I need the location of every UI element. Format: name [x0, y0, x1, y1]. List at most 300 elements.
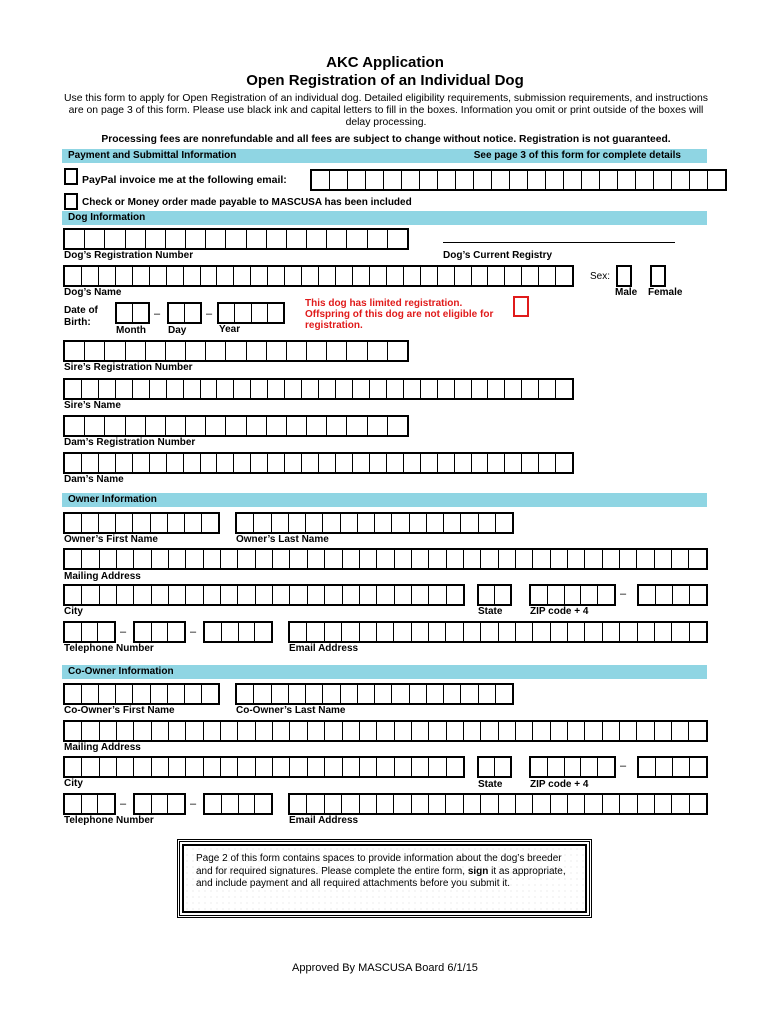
char-cell[interactable] [206, 230, 226, 248]
char-cell[interactable] [654, 171, 672, 189]
char-cell[interactable] [410, 685, 427, 703]
char-cell[interactable] [342, 795, 359, 813]
char-cell[interactable] [655, 550, 672, 568]
char-cell[interactable] [551, 795, 568, 813]
char-cell[interactable] [169, 722, 186, 740]
char-cell[interactable] [429, 550, 446, 568]
char-cell[interactable] [152, 550, 169, 568]
char-cell[interactable] [347, 417, 367, 435]
char-cell[interactable] [117, 550, 134, 568]
char-cell[interactable] [585, 722, 602, 740]
char-cell[interactable] [358, 514, 375, 532]
char-cell[interactable] [152, 586, 169, 604]
char-cell[interactable] [256, 758, 273, 776]
owner-mailing-address-field[interactable] [63, 548, 708, 570]
coowner-phone-prefix-field[interactable] [133, 793, 186, 815]
char-cell[interactable] [581, 586, 598, 604]
char-cell[interactable] [656, 758, 673, 776]
char-cell[interactable] [184, 454, 201, 472]
char-cell[interactable] [446, 623, 463, 641]
char-cell[interactable] [495, 758, 510, 776]
char-cell[interactable] [412, 795, 429, 813]
char-cell[interactable] [201, 267, 218, 285]
char-cell[interactable] [204, 586, 221, 604]
char-cell[interactable] [201, 380, 218, 398]
char-cell[interactable] [342, 623, 359, 641]
char-cell[interactable] [495, 586, 510, 604]
char-cell[interactable] [348, 171, 366, 189]
char-cell[interactable] [438, 171, 456, 189]
char-cell[interactable] [185, 514, 202, 532]
char-cell[interactable] [152, 758, 169, 776]
char-cell[interactable] [481, 550, 498, 568]
char-cell[interactable] [429, 758, 446, 776]
char-cell[interactable] [133, 304, 148, 322]
sire-name-field[interactable] [63, 378, 574, 400]
char-cell[interactable] [267, 342, 287, 360]
char-cell[interactable] [420, 171, 438, 189]
char-cell[interactable] [256, 586, 273, 604]
char-cell[interactable] [268, 304, 283, 322]
char-cell[interactable] [167, 380, 184, 398]
char-cell[interactable] [438, 454, 455, 472]
char-cell[interactable] [116, 267, 133, 285]
char-cell[interactable] [204, 722, 221, 740]
char-cell[interactable] [290, 586, 307, 604]
char-cell[interactable] [186, 758, 203, 776]
char-cell[interactable] [444, 514, 461, 532]
char-cell[interactable] [306, 685, 323, 703]
char-cell[interactable] [226, 230, 246, 248]
dog-registration-number-field[interactable] [63, 228, 409, 250]
char-cell[interactable] [548, 586, 565, 604]
char-cell[interactable] [402, 171, 420, 189]
owner-phone-prefix-field[interactable] [133, 621, 186, 643]
char-cell[interactable] [343, 586, 360, 604]
char-cell[interactable] [327, 342, 347, 360]
char-cell[interactable] [412, 550, 429, 568]
char-cell[interactable] [117, 758, 134, 776]
char-cell[interactable] [116, 380, 133, 398]
char-cell[interactable] [539, 380, 556, 398]
coowner-city-field[interactable] [63, 756, 465, 778]
char-cell[interactable] [290, 758, 307, 776]
char-cell[interactable] [65, 586, 82, 604]
char-cell[interactable] [65, 230, 85, 248]
char-cell[interactable] [556, 380, 572, 398]
char-cell[interactable] [548, 758, 565, 776]
char-cell[interactable] [539, 454, 556, 472]
char-cell[interactable] [438, 267, 455, 285]
char-cell[interactable] [150, 380, 167, 398]
char-cell[interactable] [455, 380, 472, 398]
char-cell[interactable] [499, 623, 516, 641]
char-cell[interactable] [186, 550, 203, 568]
char-cell[interactable] [564, 171, 582, 189]
char-cell[interactable] [82, 454, 99, 472]
char-cell[interactable] [533, 623, 550, 641]
char-cell[interactable] [251, 380, 268, 398]
char-cell[interactable] [166, 230, 186, 248]
char-cell[interactable] [472, 380, 489, 398]
coowner-phone-area-field[interactable] [63, 793, 116, 815]
char-cell[interactable] [488, 267, 505, 285]
char-cell[interactable] [217, 454, 234, 472]
sire-registration-number-field[interactable] [63, 340, 409, 362]
char-cell[interactable] [404, 267, 421, 285]
char-cell[interactable] [656, 586, 673, 604]
char-cell[interactable] [325, 758, 342, 776]
char-cell[interactable] [85, 342, 105, 360]
char-cell[interactable] [65, 267, 82, 285]
char-cell[interactable] [204, 550, 221, 568]
char-cell[interactable] [202, 514, 218, 532]
char-cell[interactable] [387, 380, 404, 398]
char-cell[interactable] [312, 171, 330, 189]
char-cell[interactable] [100, 550, 117, 568]
char-cell[interactable] [488, 380, 505, 398]
char-cell[interactable] [167, 267, 184, 285]
char-cell[interactable] [429, 795, 446, 813]
char-cell[interactable] [620, 623, 637, 641]
char-cell[interactable] [533, 550, 550, 568]
char-cell[interactable] [247, 417, 267, 435]
char-cell[interactable] [533, 795, 550, 813]
char-cell[interactable] [289, 514, 306, 532]
dob-day-field[interactable] [167, 302, 202, 324]
char-cell[interactable] [82, 514, 99, 532]
char-cell[interactable] [99, 685, 116, 703]
char-cell[interactable] [65, 685, 82, 703]
char-cell[interactable] [341, 514, 358, 532]
char-cell[interactable] [126, 417, 146, 435]
char-cell[interactable] [285, 267, 302, 285]
char-cell[interactable] [169, 758, 186, 776]
char-cell[interactable] [205, 623, 222, 641]
char-cell[interactable] [472, 267, 489, 285]
char-cell[interactable] [135, 795, 152, 813]
char-cell[interactable] [347, 230, 367, 248]
char-cell[interactable] [272, 685, 289, 703]
char-cell[interactable] [496, 685, 512, 703]
char-cell[interactable] [638, 623, 655, 641]
char-cell[interactable] [464, 550, 481, 568]
char-cell[interactable] [325, 586, 342, 604]
char-cell[interactable] [319, 380, 336, 398]
char-cell[interactable] [481, 722, 498, 740]
char-cell[interactable] [82, 722, 99, 740]
char-cell[interactable] [99, 267, 116, 285]
char-cell[interactable] [377, 758, 394, 776]
char-cell[interactable] [395, 758, 412, 776]
char-cell[interactable] [387, 454, 404, 472]
char-cell[interactable] [226, 342, 246, 360]
char-cell[interactable] [290, 623, 307, 641]
owner-phone-area-field[interactable] [63, 621, 116, 643]
char-cell[interactable] [427, 685, 444, 703]
char-cell[interactable] [290, 550, 307, 568]
char-cell[interactable] [254, 685, 271, 703]
char-cell[interactable] [464, 795, 481, 813]
char-cell[interactable] [186, 342, 206, 360]
char-cell[interactable] [217, 267, 234, 285]
char-cell[interactable] [256, 722, 273, 740]
char-cell[interactable] [505, 267, 522, 285]
dog-name-field[interactable] [63, 265, 574, 287]
char-cell[interactable] [655, 795, 672, 813]
char-cell[interactable] [672, 550, 689, 568]
char-cell[interactable] [461, 514, 478, 532]
char-cell[interactable] [388, 342, 407, 360]
char-cell[interactable] [522, 454, 539, 472]
char-cell[interactable] [673, 586, 690, 604]
char-cell[interactable] [370, 267, 387, 285]
char-cell[interactable] [603, 722, 620, 740]
char-cell[interactable] [505, 380, 522, 398]
char-cell[interactable] [516, 623, 533, 641]
char-cell[interactable] [105, 230, 125, 248]
char-cell[interactable] [375, 685, 392, 703]
check-money-order-checkbox[interactable] [64, 193, 78, 210]
char-cell[interactable] [169, 550, 186, 568]
char-cell[interactable] [429, 722, 446, 740]
char-cell[interactable] [528, 171, 546, 189]
char-cell[interactable] [307, 342, 327, 360]
char-cell[interactable] [387, 267, 404, 285]
char-cell[interactable] [82, 550, 99, 568]
char-cell[interactable] [146, 342, 166, 360]
char-cell[interactable] [690, 623, 706, 641]
char-cell[interactable] [585, 550, 602, 568]
char-cell[interactable] [99, 514, 116, 532]
char-cell[interactable] [308, 758, 325, 776]
char-cell[interactable] [82, 623, 99, 641]
char-cell[interactable] [429, 586, 446, 604]
char-cell[interactable] [267, 230, 287, 248]
char-cell[interactable] [394, 623, 411, 641]
char-cell[interactable] [672, 171, 690, 189]
char-cell[interactable] [330, 171, 348, 189]
char-cell[interactable] [306, 514, 323, 532]
char-cell[interactable] [446, 795, 463, 813]
owner-zip-field[interactable] [529, 584, 616, 606]
paypal-checkbox[interactable] [64, 168, 78, 185]
char-cell[interactable] [205, 795, 222, 813]
char-cell[interactable] [522, 267, 539, 285]
char-cell[interactable] [568, 550, 585, 568]
char-cell[interactable] [499, 795, 516, 813]
char-cell[interactable] [290, 722, 307, 740]
char-cell[interactable] [238, 722, 255, 740]
char-cell[interactable] [308, 586, 325, 604]
char-cell[interactable] [133, 380, 150, 398]
char-cell[interactable] [522, 380, 539, 398]
char-cell[interactable] [368, 342, 388, 360]
char-cell[interactable] [690, 758, 706, 776]
char-cell[interactable] [360, 758, 377, 776]
char-cell[interactable] [185, 685, 202, 703]
char-cell[interactable] [499, 722, 516, 740]
char-cell[interactable] [655, 623, 672, 641]
char-cell[interactable] [366, 171, 384, 189]
char-cell[interactable] [234, 380, 251, 398]
char-cell[interactable] [152, 795, 169, 813]
char-cell[interactable] [461, 685, 478, 703]
char-cell[interactable] [412, 722, 429, 740]
char-cell[interactable] [307, 230, 327, 248]
char-cell[interactable] [341, 685, 358, 703]
char-cell[interactable] [429, 623, 446, 641]
char-cell[interactable] [219, 304, 235, 322]
char-cell[interactable] [201, 454, 218, 472]
owner-state-field[interactable] [477, 584, 512, 606]
char-cell[interactable] [343, 758, 360, 776]
char-cell[interactable] [392, 685, 409, 703]
char-cell[interactable] [290, 795, 307, 813]
char-cell[interactable] [65, 722, 82, 740]
char-cell[interactable] [325, 623, 342, 641]
char-cell[interactable] [421, 380, 438, 398]
owner-zip4-field[interactable] [637, 584, 708, 606]
char-cell[interactable] [239, 795, 256, 813]
char-cell[interactable] [672, 623, 689, 641]
dob-month-field[interactable] [115, 302, 150, 324]
char-cell[interactable] [202, 685, 218, 703]
char-cell[interactable] [456, 171, 474, 189]
char-cell[interactable] [268, 454, 285, 472]
char-cell[interactable] [531, 758, 548, 776]
char-cell[interactable] [151, 514, 168, 532]
char-cell[interactable] [186, 230, 206, 248]
char-cell[interactable] [672, 795, 689, 813]
char-cell[interactable] [395, 550, 412, 568]
char-cell[interactable] [336, 380, 353, 398]
char-cell[interactable] [464, 623, 481, 641]
char-cell[interactable] [273, 758, 290, 776]
char-cell[interactable] [546, 171, 564, 189]
char-cell[interactable] [65, 342, 85, 360]
char-cell[interactable] [455, 267, 472, 285]
char-cell[interactable] [166, 342, 186, 360]
char-cell[interactable] [516, 795, 533, 813]
char-cell[interactable] [603, 623, 620, 641]
char-cell[interactable] [319, 454, 336, 472]
char-cell[interactable] [568, 623, 585, 641]
char-cell[interactable] [447, 550, 464, 568]
char-cell[interactable] [98, 623, 114, 641]
owner-email-field[interactable] [288, 621, 708, 643]
char-cell[interactable] [252, 304, 268, 322]
char-cell[interactable] [237, 685, 254, 703]
char-cell[interactable] [598, 586, 614, 604]
char-cell[interactable] [377, 795, 394, 813]
char-cell[interactable] [186, 417, 206, 435]
char-cell[interactable] [307, 417, 327, 435]
char-cell[interactable] [133, 514, 150, 532]
char-cell[interactable] [285, 380, 302, 398]
char-cell[interactable] [479, 514, 496, 532]
paypal-email-field[interactable] [310, 169, 727, 191]
char-cell[interactable] [551, 722, 568, 740]
char-cell[interactable] [238, 586, 255, 604]
char-cell[interactable] [637, 550, 654, 568]
char-cell[interactable] [151, 685, 168, 703]
char-cell[interactable] [116, 685, 133, 703]
char-cell[interactable] [237, 514, 254, 532]
char-cell[interactable] [168, 795, 184, 813]
char-cell[interactable] [146, 417, 166, 435]
char-cell[interactable] [134, 722, 151, 740]
char-cell[interactable] [169, 586, 186, 604]
owner-city-field[interactable] [63, 584, 465, 606]
char-cell[interactable] [479, 586, 495, 604]
char-cell[interactable] [82, 267, 99, 285]
char-cell[interactable] [133, 267, 150, 285]
char-cell[interactable] [639, 586, 656, 604]
char-cell[interactable] [65, 514, 82, 532]
char-cell[interactable] [395, 722, 412, 740]
char-cell[interactable] [235, 304, 251, 322]
char-cell[interactable] [421, 454, 438, 472]
char-cell[interactable] [375, 514, 392, 532]
char-cell[interactable] [618, 171, 636, 189]
char-cell[interactable] [472, 454, 489, 472]
char-cell[interactable] [238, 758, 255, 776]
char-cell[interactable] [126, 342, 146, 360]
char-cell[interactable] [384, 171, 402, 189]
char-cell[interactable] [327, 230, 347, 248]
char-cell[interactable] [186, 722, 203, 740]
char-cell[interactable] [217, 380, 234, 398]
char-cell[interactable] [186, 586, 203, 604]
char-cell[interactable] [254, 514, 271, 532]
char-cell[interactable] [234, 267, 251, 285]
char-cell[interactable] [100, 586, 117, 604]
char-cell[interactable] [360, 586, 377, 604]
dob-year-field[interactable] [217, 302, 285, 324]
char-cell[interactable] [184, 267, 201, 285]
sex-female-checkbox[interactable] [650, 265, 666, 287]
char-cell[interactable] [479, 758, 495, 776]
char-cell[interactable] [267, 417, 287, 435]
char-cell[interactable] [343, 550, 360, 568]
char-cell[interactable] [251, 454, 268, 472]
char-cell[interactable] [412, 758, 429, 776]
char-cell[interactable] [673, 758, 690, 776]
char-cell[interactable] [392, 514, 409, 532]
char-cell[interactable] [496, 514, 512, 532]
char-cell[interactable] [388, 417, 407, 435]
char-cell[interactable] [447, 722, 464, 740]
char-cell[interactable] [99, 380, 116, 398]
char-cell[interactable] [152, 722, 169, 740]
char-cell[interactable] [568, 722, 585, 740]
char-cell[interactable] [370, 380, 387, 398]
char-cell[interactable] [221, 722, 238, 740]
char-cell[interactable] [239, 623, 256, 641]
limited-registration-checkbox[interactable] [513, 296, 529, 317]
char-cell[interactable] [479, 685, 496, 703]
char-cell[interactable] [565, 586, 582, 604]
char-cell[interactable] [620, 795, 637, 813]
char-cell[interactable] [167, 454, 184, 472]
char-cell[interactable] [135, 623, 152, 641]
char-cell[interactable] [168, 623, 184, 641]
coowner-email-field[interactable] [288, 793, 708, 815]
char-cell[interactable] [117, 722, 134, 740]
char-cell[interactable] [152, 623, 169, 641]
char-cell[interactable] [353, 380, 370, 398]
